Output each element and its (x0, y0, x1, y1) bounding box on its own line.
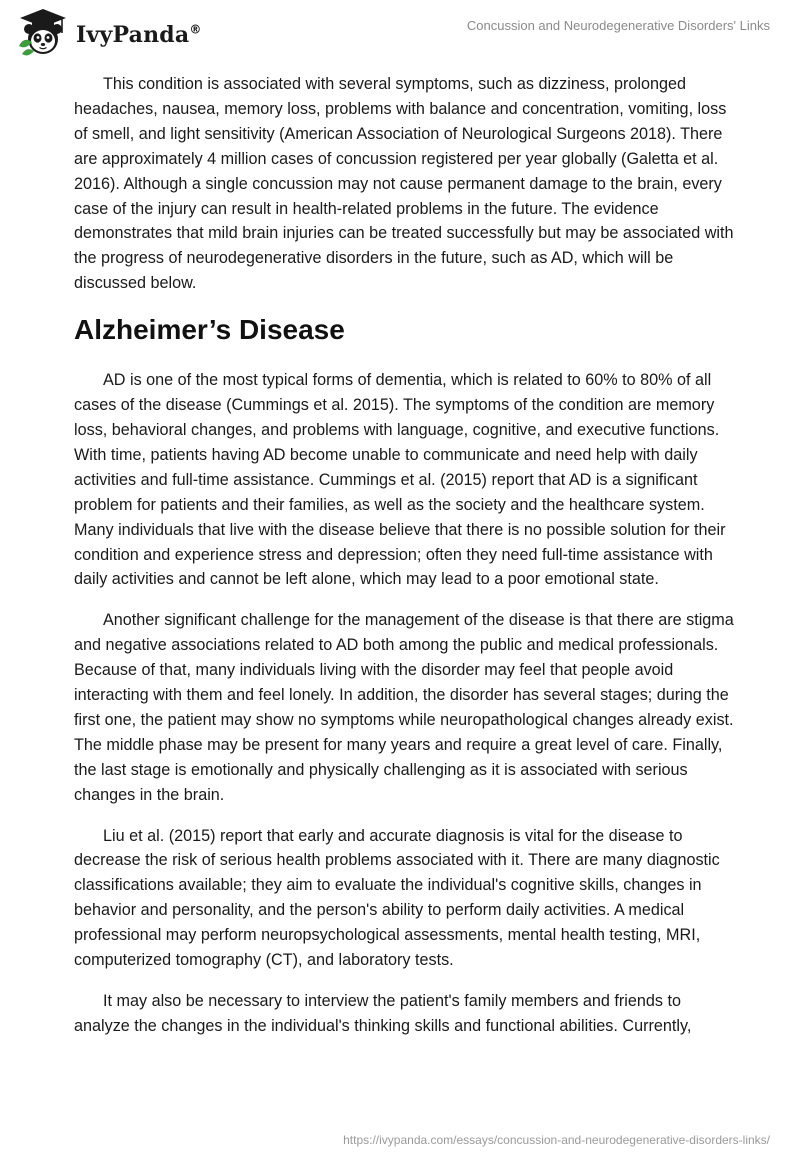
essay-body (74, 72, 734, 1055)
section-heading: Alzheimer’s Disease (74, 314, 345, 346)
page-header (0, 0, 800, 70)
paragraph-stigma: Another significant challenge for the management of the disease is that there are stigma and negative associations related to AD both among the public and medical professionals. Because of that, many individuals living with the disorder may feel that people avoid interacting with them and feel lonely. In addition, the disorder has several stages; during the first one, the patient may show no symptoms while neuropathological changes already exist. The middle phase may be present for many years and require a great level of care. Finally, the last stage is emotionally and physically challenging as it is associated with serious changes in the brain. (74, 611, 734, 804)
paragraph-interview: It may also be necessary to interview the patient's family members and friends to analyze the changes in the individual's thinking skills and functional abilities. Currently, (74, 992, 692, 1035)
running-title: Concussion and Neurodegenerative Disorders' Links (466, 18, 770, 33)
registered-mark: ® (189, 22, 202, 37)
paragraph-ad-overview: AD is one of the most typical forms of dementia, which is related to 60% to 80% of all cases of the disease (Cummings et al. 2015). The symptoms of the condition are memory loss, behavioral changes, and problems with language, cognitive, and executive functions. With time, patients having AD become unable to communicate and need help with daily activities and full-time assistance. Cummings et al. (2015) report that AD is a significant problem for patients and their families, as well as the society and the healthcare system. Many individuals that live with the disease believe that there is no possible solution for their condition and experience stress and depression; often they need full-time assistance with daily activities and cannot be left alone, which may lead to a poor emotional state. (74, 371, 726, 589)
source-url[interactable]: https://ivypanda.com/essays/concussion-and-neurodegenerative-disorders-links/ (343, 1133, 770, 1147)
ivypanda-logo[interactable] (16, 6, 202, 60)
panda-graduate-icon (16, 6, 70, 60)
logo-wordmark: IvyPanda® (76, 22, 202, 48)
paragraph-symptoms: This condition is associated with several symptoms, such as dizziness, prolonged headaches, nausea, memory loss, problems with balance and concentration, vomiting, loss of smell, and light sensitivity (American Association of Neurological Surgeons 2018). There are approximately 4 million cases of concussion registered per year globally (Galetta et al. 2016). Although a single concussion may not cause permanent damage to the brain, every case of the injury can result in health-related problems in the future. The evidence demonstrates that mild brain injuries can be treated successfully but may be associated with the progress of neurodegenerative disorders in the future, such as AD, which will be discussed below. (74, 75, 734, 293)
paragraph-diagnosis: Liu et al. (2015) report that early and accurate diagnosis is vital for the disease to decrease the risk of serious health problems associated with it. There are many diagnostic classifications available; they aim to evaluate the individual's cognitive skills, changes in behavior and personality, and the person's ability to perform daily activities. A medical professional may perform neuropsychological assessments, mental health testing, MRI, computerized tomography (CT), and laboratory tests. (74, 826, 720, 970)
